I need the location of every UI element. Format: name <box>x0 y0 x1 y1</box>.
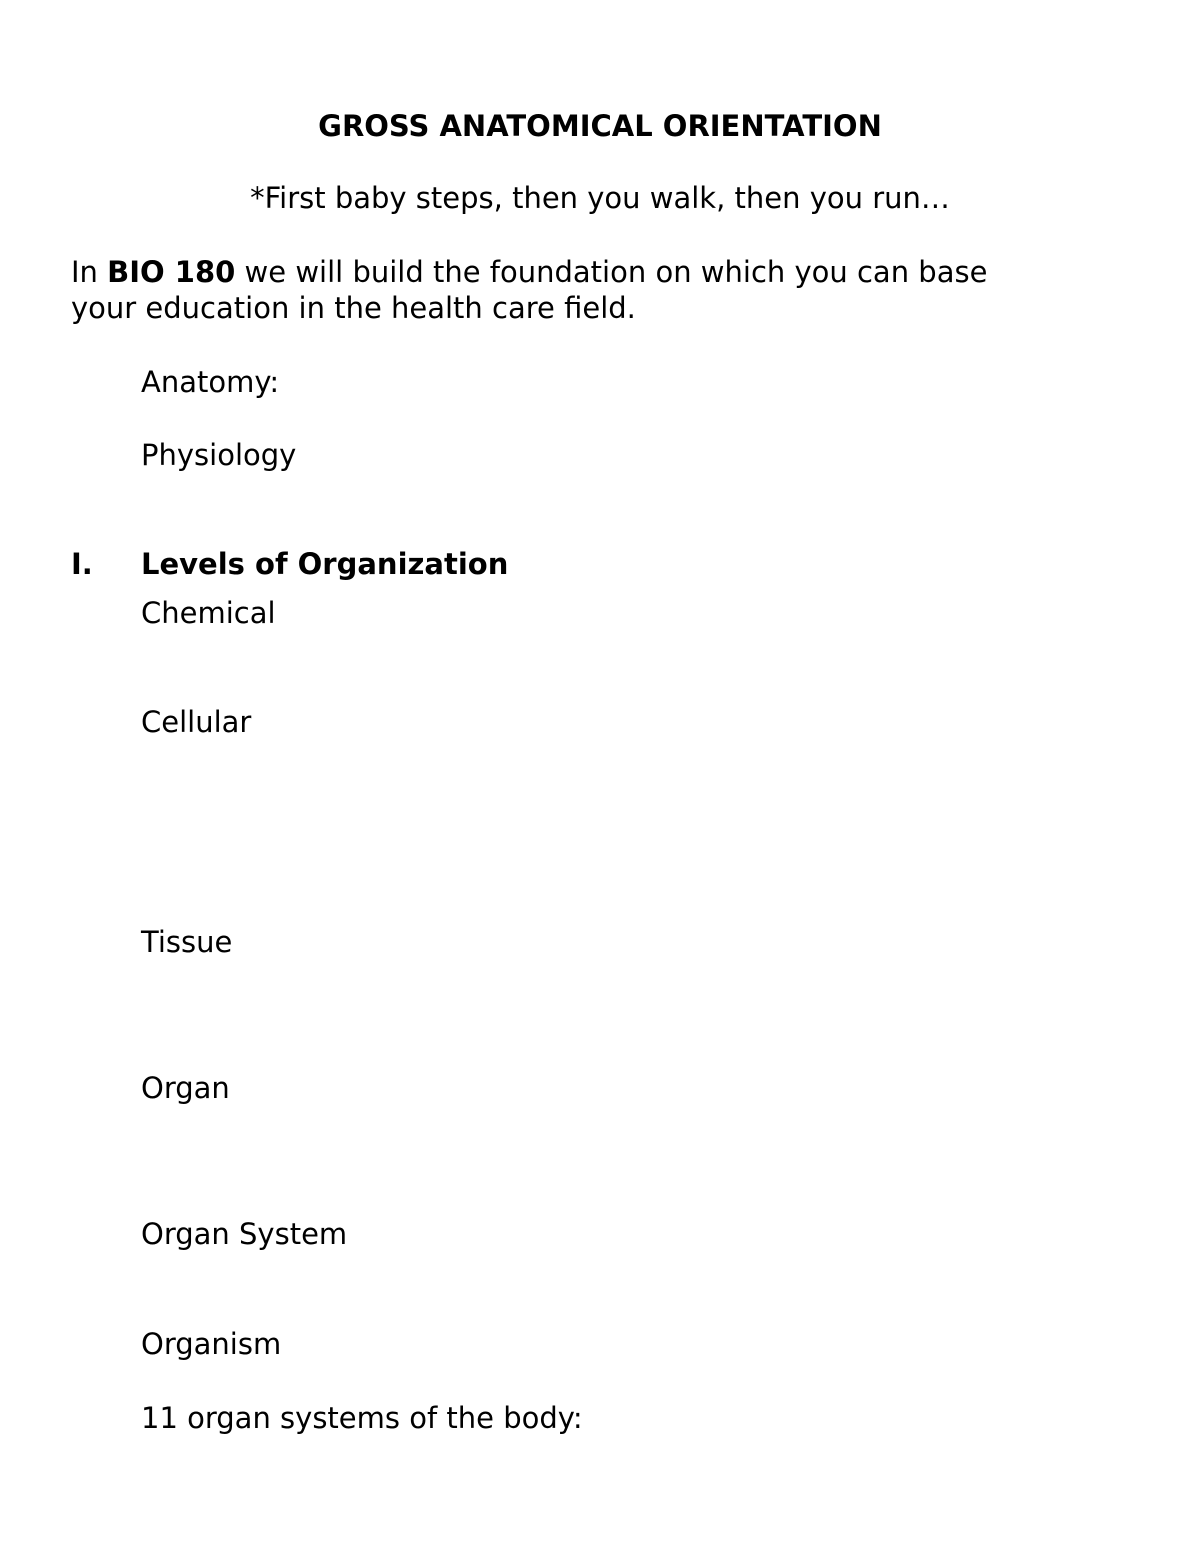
intro-line2: your education in the health care field. <box>71 291 636 325</box>
term-anatomy: Anatomy: <box>141 365 280 399</box>
level-organ: Organ <box>141 1071 230 1105</box>
level-organ-system: Organ System <box>141 1217 348 1251</box>
course-code: BIO 180 <box>107 255 236 289</box>
level-chemical: Chemical <box>141 596 276 630</box>
organ-systems-note: 11 organ systems of the body: <box>141 1401 583 1435</box>
level-tissue: Tissue <box>141 925 233 959</box>
document-title: GROSS ANATOMICAL ORIENTATION <box>318 109 882 143</box>
intro-line1-rest: we will build the foundation on which you can base <box>235 255 988 289</box>
level-organism: Organism <box>141 1327 282 1361</box>
section-number: I. <box>71 547 93 581</box>
intro-prefix: In <box>71 255 108 289</box>
intro-paragraph <box>71 254 1131 326</box>
level-cellular: Cellular <box>141 705 252 739</box>
term-physiology: Physiology <box>141 438 297 472</box>
section-heading: Levels of Organization <box>141 547 509 581</box>
document-subtitle: *First baby steps, then you walk, then you run… <box>250 181 950 215</box>
